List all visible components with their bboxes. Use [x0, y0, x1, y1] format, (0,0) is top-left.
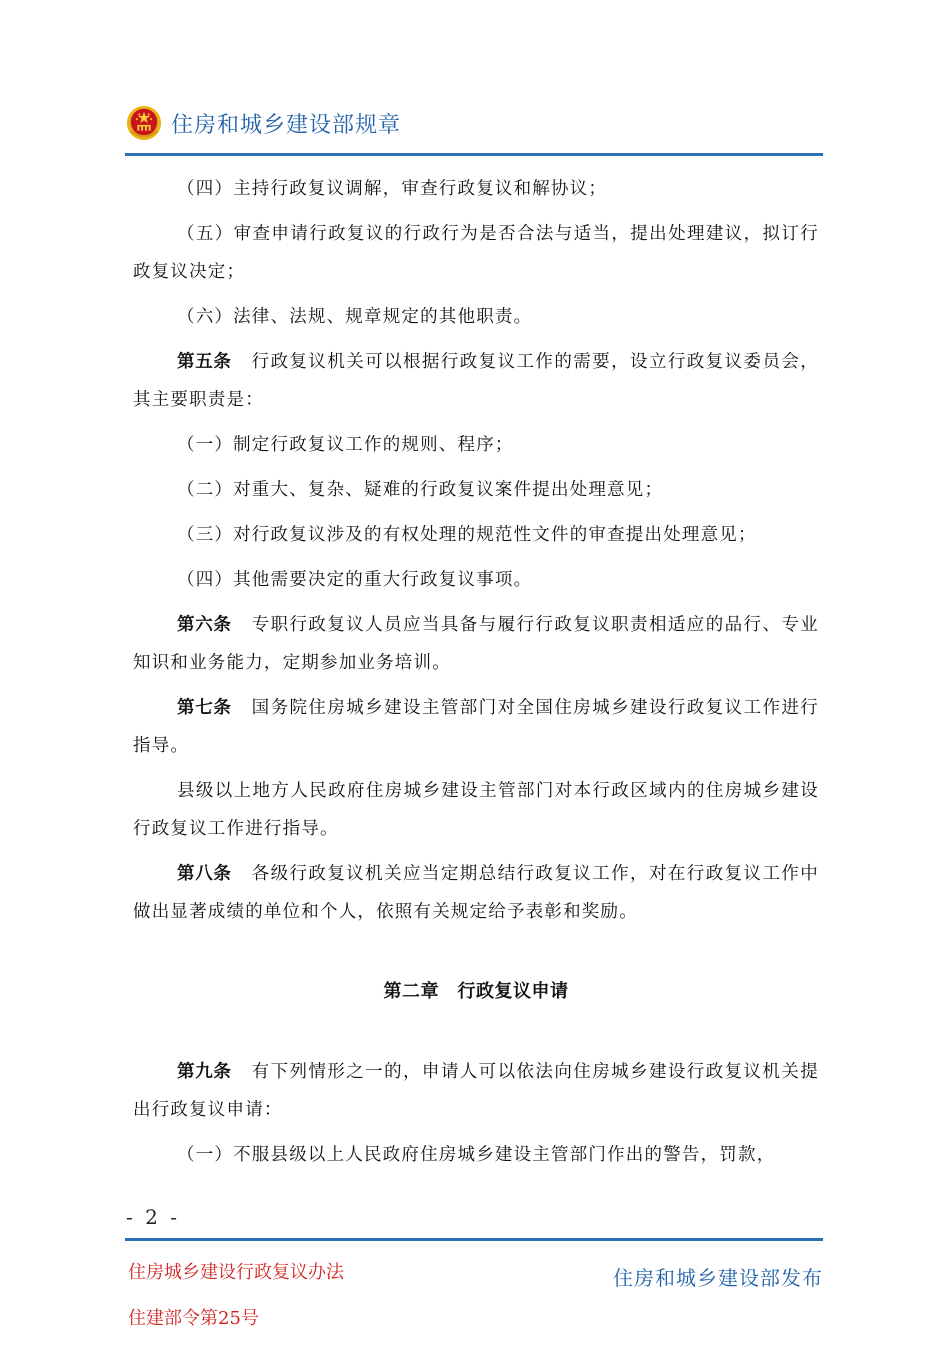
page-header: [125, 100, 823, 158]
header-title: 住房和城乡建设部规章: [171, 113, 402, 138]
article-5: [133, 343, 819, 419]
article-text: 各级行政复议机关应当定期总结行政复议工作，对在行政复议工作中做出显著成绩的单位和个人，依照有关规定给予表彰和奖励。: [133, 864, 819, 922]
article-number: 第八条: [177, 864, 232, 884]
article-number: 第五条: [177, 352, 232, 372]
document-body: [133, 170, 819, 1181]
article-number: 第六条: [177, 615, 232, 635]
article-text: 有下列情形之一的，申请人可以依法向住房城乡建设行政复议机关提出行政复议申请：: [133, 1062, 819, 1120]
header-divider: [125, 153, 823, 156]
paragraph: （一）制定行政复议工作的规则、程序；: [177, 435, 514, 455]
paragraph: （一）不服县级以上人民政府住房城乡建设主管部门作出的警告，罚款，: [177, 1145, 776, 1165]
national-emblem-icon: [125, 104, 163, 142]
article-7: [133, 689, 819, 765]
footer-divider: [125, 1238, 823, 1241]
footer-document-number: 住建部令第25号: [128, 1308, 259, 1329]
article-text: 国务院住房城乡建设主管部门对全国住房城乡建设行政复议工作进行指导。: [133, 698, 819, 756]
article-9: [133, 1053, 819, 1129]
footer-document-title: 住房城乡建设行政复议办法: [128, 1262, 344, 1283]
article-text: 专职行政复议人员应当具备与履行行政复议职责相适应的品行、专业知识和业务能力，定期参加业务培训。: [133, 615, 819, 673]
chapter-heading: 第二章 行政复议申请: [383, 981, 569, 1002]
paragraph: （六）法律、法规、规章规定的其他职责。: [177, 307, 533, 327]
article-text: 行政复议机关可以根据行政复议工作的需要，设立行政复议委员会，其主要职责是：: [133, 352, 819, 410]
paragraph: （四）主持行政复议调解，审查行政复议和解协议；: [177, 179, 608, 199]
paragraph: （五）审查申请行政复议的行政行为是否合法与适当，提出处理建议，拟订行政复议决定；: [133, 224, 819, 282]
footer-publisher: 住房和城乡建设部发布: [613, 1266, 823, 1290]
article-6: [133, 606, 819, 682]
paragraph: （三）对行政复议涉及的有权处理的规范性文件的审查提出处理意见；: [177, 525, 757, 545]
article-number: 第九条: [177, 1062, 232, 1082]
paragraph: 县级以上地方人民政府住房城乡建设主管部门对本行政区域内的住房城乡建设行政复议工作进行指导。: [133, 781, 819, 839]
page-number: - 2 -: [126, 1205, 180, 1229]
paragraph: （二）对重大、复杂、疑难的行政复议案件提出处理意见；: [177, 480, 664, 500]
article-8: [133, 855, 819, 931]
article-number: 第七条: [177, 698, 232, 718]
paragraph: （四）其他需要决定的重大行政复议事项。: [177, 570, 533, 590]
